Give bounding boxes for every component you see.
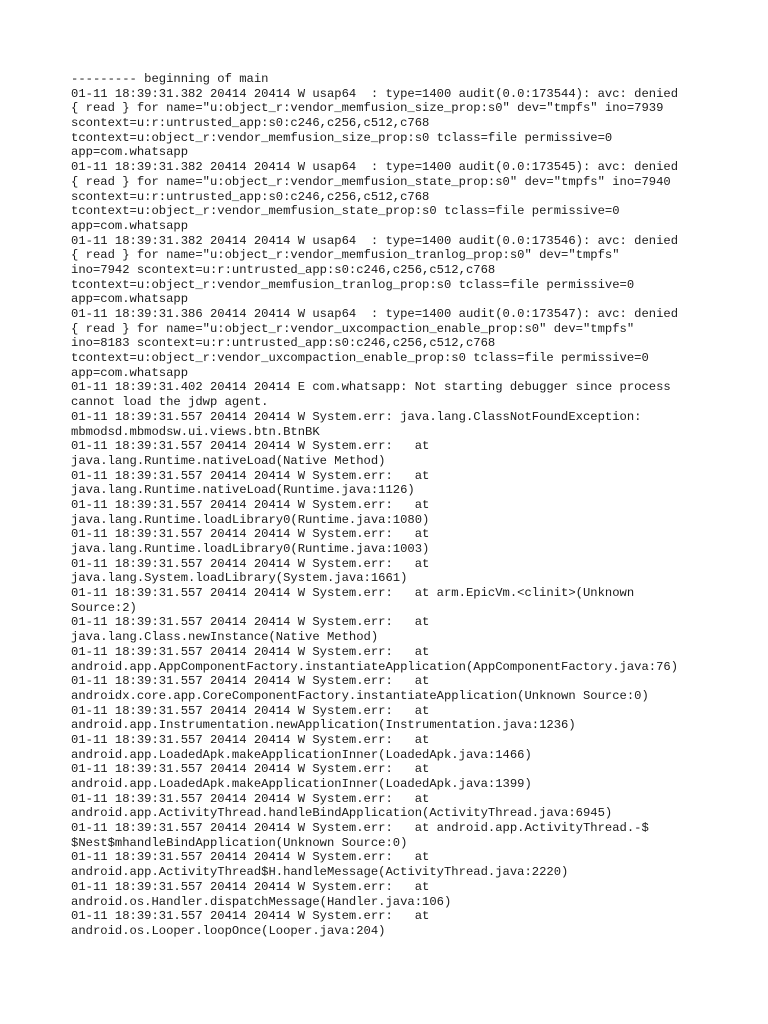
log-line: 01-11 18:39:31.557 20414 20414 W System.err: at [71,439,430,454]
log-line: tcontext=u:object_r:vendor_memfusion_state_prop:s0 tclass=file permissive=0 [71,204,620,219]
log-line: app=com.whatsapp [71,292,189,307]
log-line: $Nest$mhandleBindApplication(Unknown Source:0) [71,835,408,850]
log-line: 01-11 18:39:31.557 20414 20414 W System.err: at arm.EpicVm.<clinit>(Unknown [71,586,635,601]
log-line: tcontext=u:object_r:vendor_memfusion_tranlog_prop:s0 tclass=file permissive=0 [71,277,635,292]
log-line: androidx.core.app.CoreComponentFactory.instantiateApplication(Unknown Source:0) [71,688,649,703]
log-line: java.lang.Class.newInstance(Native Method) [71,630,379,645]
log-line: java.lang.Runtime.loadLibrary0(Runtime.java:1080) [71,512,430,527]
log-line: java.lang.Runtime.nativeLoad(Runtime.java:1126) [71,483,415,498]
log-line: cannot load the jdwp agent. [71,395,269,410]
log-line: { read } for name="u:object_r:vendor_memfusion_tranlog_prop:s0" dev="tmpfs" [71,248,620,263]
log-line: --------- beginning of main [71,72,269,86]
log-line: app=com.whatsapp [71,145,189,160]
log-line: android.app.Instrumentation.newApplication(Instrumentation.java:1236) [71,718,576,733]
log-line: 01-11 18:39:31.557 20414 20414 W System.err: at [71,497,430,512]
log-line: { read } for name="u:object_r:vendor_memfusion_state_prop:s0" dev="tmpfs" ino=7940 [71,174,671,189]
log-line: scontext=u:r:untrusted_app:s0:c246,c256,c512,c768 [71,189,430,204]
log-line: java.lang.Runtime.loadLibrary0(Runtime.java:1003) [71,542,430,556]
log-line: ino=7942 scontext=u:r:untrusted_app:s0:c246,c256,c512,c768 [71,262,496,277]
log-line: java.lang.Runtime.nativeLoad(Native Method) [71,453,386,468]
log-line: 01-11 18:39:31.557 20414 20414 W System.err: at [71,732,430,747]
log-line: 01-11 18:39:31.557 20414 20414 W System.err: java.lang.ClassNotFoundException: [71,409,642,424]
log-line: 01-11 18:39:31.557 20414 20414 W System.err: at [71,644,430,659]
log-line: { read } for name="u:object_r:vendor_uxcompaction_enable_prop:s0" dev="tmpfs" [71,321,635,336]
log-line: android.app.AppComponentFactory.instantiateApplication(AppComponentFactory.java:76) [71,659,679,674]
log-line: app=com.whatsapp [71,365,189,380]
log-line: 01-11 18:39:31.557 20414 20414 W System.err: at [71,909,430,924]
log-line: 01-11 18:39:31.382 20414 20414 W usap64 : type=1400 audit(0.0:173546): avc: denied [71,233,679,248]
log-line: app=com.whatsapp [71,218,189,233]
log-line: scontext=u:r:untrusted_app:s0:c246,c256,c512,c768 [71,116,430,131]
log-line: android.os.Looper.loopOnce(Looper.java:204) [71,923,386,938]
log-line: 01-11 18:39:31.557 20414 20414 W System.err: at [71,703,430,718]
log-line: android.app.ActivityThread$H.handleMessage(ActivityThread.java:2220) [71,865,569,880]
log-line: 01-11 18:39:31.557 20414 20414 W System.err: at [71,850,430,865]
log-line: java.lang.System.loadLibrary(System.java:1661) [71,571,408,586]
log-line: 01-11 18:39:31.557 20414 20414 W System.err: at [71,879,430,894]
log-line: tcontext=u:object_r:vendor_memfusion_size_prop:s0 tclass=file permissive=0 [71,130,613,145]
log-line: { read } for name="u:object_r:vendor_memfusion_size_prop:s0" dev="tmpfs" ino=7939 [71,101,664,116]
log-line: android.app.ActivityThread.handleBindApplication(ActivityThread.java:6945) [71,806,613,821]
log-line: android.app.LoadedApk.makeApplicationInner(LoadedApk.java:1466) [71,747,532,762]
log-line: 01-11 18:39:31.557 20414 20414 W System.err: at [71,527,430,542]
log-line: 01-11 18:39:31.557 20414 20414 W System.err: at [71,468,430,483]
log-line: 01-11 18:39:31.557 20414 20414 W System.err: at [71,615,430,630]
log-line: android.app.LoadedApk.makeApplicationInner(LoadedApk.java:1399) [71,777,532,791]
log-line: tcontext=u:object_r:vendor_uxcompaction_enable_prop:s0 tclass=file permissive=0 [71,351,649,366]
log-text-block [71,72,761,939]
log-line: 01-11 18:39:31.557 20414 20414 W System.err: at android.app.ActivityThread.-$ [71,821,649,836]
log-line: 01-11 18:39:31.386 20414 20414 W usap64 : type=1400 audit(0.0:173547): avc: denied [71,307,679,321]
log-line: 01-11 18:39:31.382 20414 20414 W usap64 : type=1400 audit(0.0:173544): avc: denied [71,86,679,101]
log-line: 01-11 18:39:31.382 20414 20414 W usap64 : type=1400 audit(0.0:173545): avc: denied [71,160,679,175]
log-line: 01-11 18:39:31.557 20414 20414 W System.err: at [71,791,430,806]
log-line: 01-11 18:39:31.557 20414 20414 W System.err: at [71,674,430,689]
log-line: ino=8183 scontext=u:r:untrusted_app:s0:c246,c256,c512,c768 [71,336,496,351]
log-line: android.os.Handler.dispatchMessage(Handler.java:106) [71,894,452,909]
log-line: 01-11 18:39:31.557 20414 20414 W System.err: at [71,762,430,777]
log-line: Source:2) [71,600,137,615]
log-line: 01-11 18:39:31.557 20414 20414 W System.err: at [71,556,430,571]
log-line: 01-11 18:39:31.402 20414 20414 E com.whatsapp: Not starting debugger since process [71,380,671,395]
log-line: mbmodsd.mbmodsw.ui.views.btn.BtnBK [71,424,320,439]
